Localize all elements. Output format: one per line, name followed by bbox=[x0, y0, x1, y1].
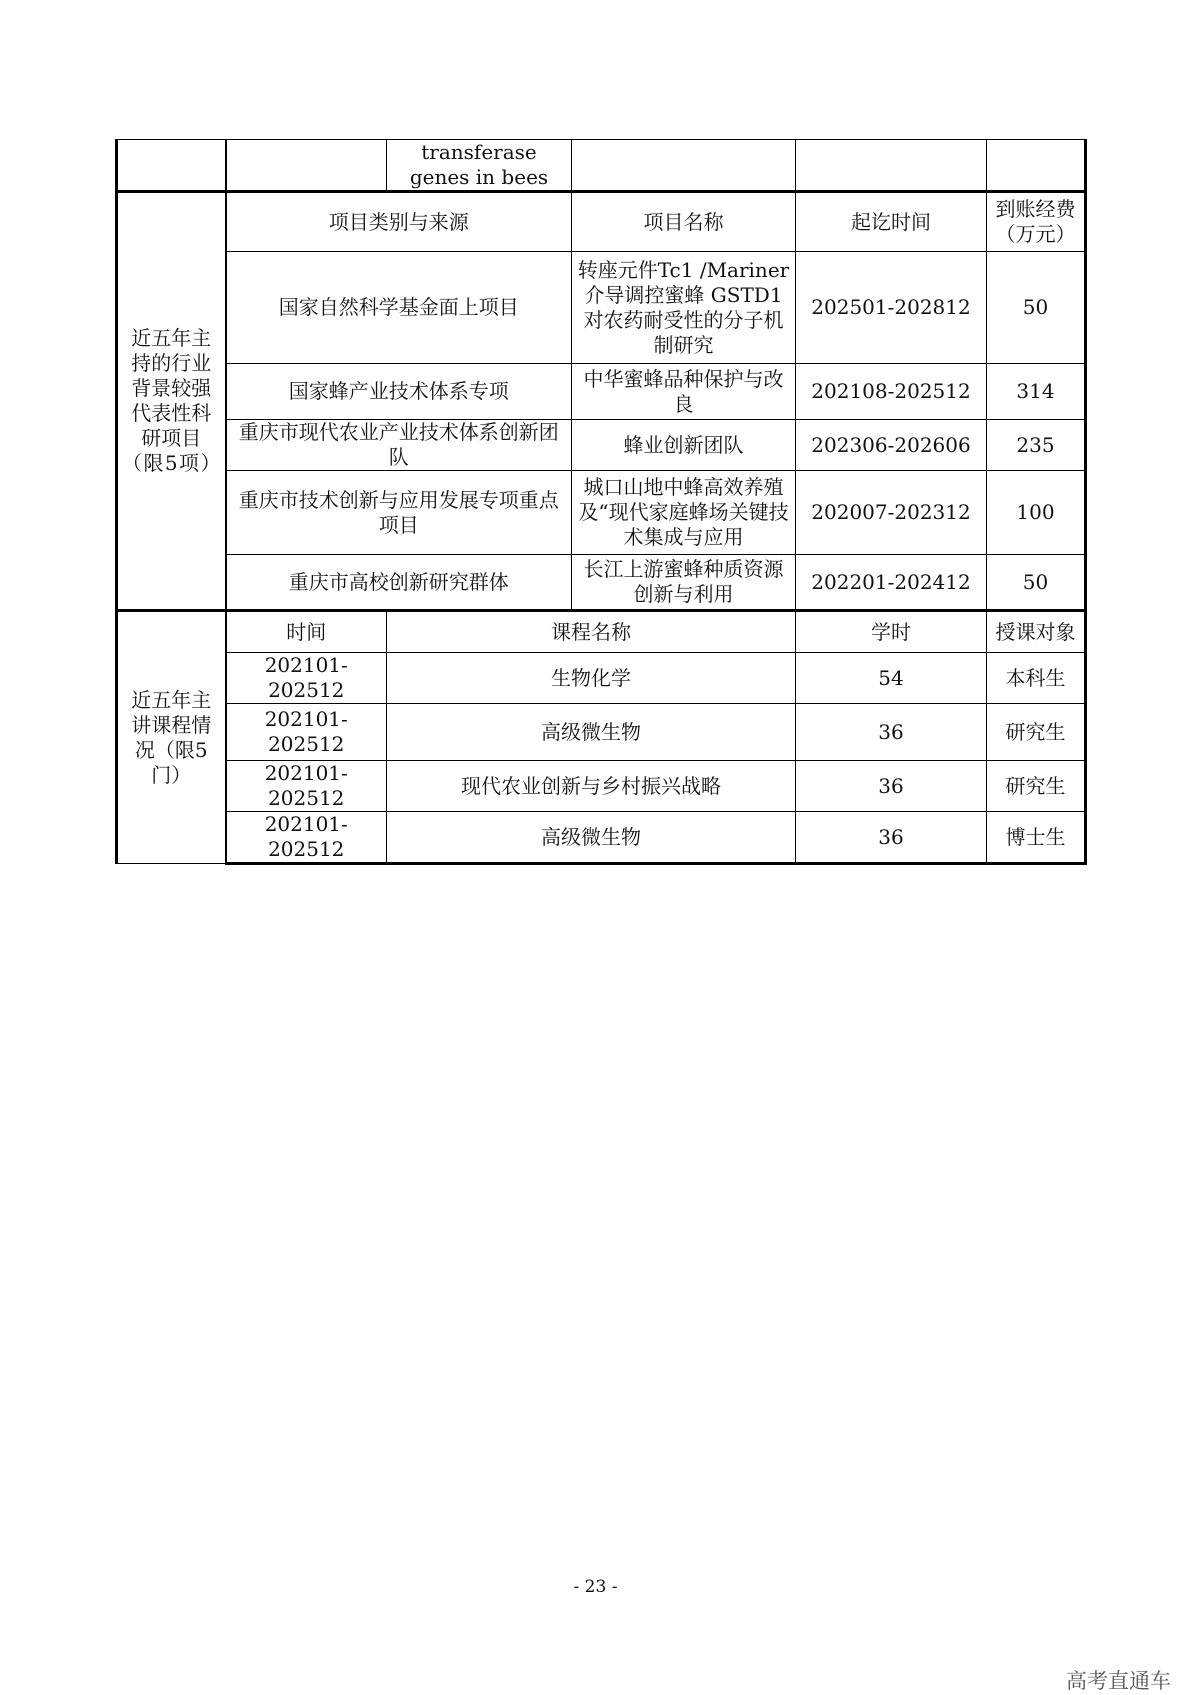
project-period: 202201-202412 bbox=[796, 555, 987, 611]
continuation-empty-cell bbox=[796, 140, 987, 192]
projects-header-funding: 到账经费（万元） bbox=[987, 192, 1086, 252]
project-funding: 314 bbox=[987, 364, 1086, 420]
course-hours: 36 bbox=[796, 761, 987, 812]
course-name: 生物化学 bbox=[387, 653, 796, 704]
course-audience: 本科生 bbox=[987, 653, 1086, 704]
projects-header-category: 项目类别与来源 bbox=[226, 192, 572, 252]
course-name: 高级微生物 bbox=[387, 704, 796, 761]
course-hours: 36 bbox=[796, 704, 987, 761]
project-row bbox=[117, 555, 1086, 611]
continuation-row bbox=[117, 140, 1086, 192]
courses-header-time: 时间 bbox=[226, 611, 387, 653]
project-category: 国家蜂产业技术体系专项 bbox=[226, 364, 572, 420]
course-time: 202101-202512 bbox=[226, 761, 387, 812]
course-row bbox=[117, 653, 1086, 704]
course-time: 202101-202512 bbox=[226, 704, 387, 761]
course-row bbox=[117, 761, 1086, 812]
continuation-empty-cell bbox=[226, 140, 387, 192]
course-audience: 研究生 bbox=[987, 761, 1086, 812]
courses-header-hours: 学时 bbox=[796, 611, 987, 653]
courses-section-label: 近五年主讲课程情况（限5门） bbox=[117, 611, 226, 864]
project-name: 中华蜜蜂品种保护与改良 bbox=[572, 364, 796, 420]
project-name: 城口山地中蜂高效养殖及“现代家庭蜂场关键技术集成与应用 bbox=[572, 471, 796, 555]
project-name: 转座元件Tc1 /Mariner介导调控蜜蜂 GSTD1对农药耐受性的分子机制研究 bbox=[572, 252, 796, 364]
project-period: 202306-202606 bbox=[796, 420, 987, 471]
projects-header-period: 起讫时间 bbox=[796, 192, 987, 252]
project-name: 长江上游蜜蜂种质资源创新与利用 bbox=[572, 555, 796, 611]
projects-header-name: 项目名称 bbox=[572, 192, 796, 252]
course-name: 现代农业创新与乡村振兴战略 bbox=[387, 761, 796, 812]
project-funding: 50 bbox=[987, 252, 1086, 364]
project-period: 202108-202512 bbox=[796, 364, 987, 420]
course-audience: 研究生 bbox=[987, 704, 1086, 761]
course-hours: 54 bbox=[796, 653, 987, 704]
course-audience: 博士生 bbox=[987, 812, 1086, 864]
project-row bbox=[117, 420, 1086, 471]
course-row bbox=[117, 704, 1086, 761]
continuation-empty-cell bbox=[572, 140, 796, 192]
projects-section-label: 近五年主持的行业背景较强代表性科研项目（限5项） bbox=[117, 192, 226, 611]
courses-header-audience: 授课对象 bbox=[987, 611, 1086, 653]
project-period: 202501-202812 bbox=[796, 252, 987, 364]
continuation-label-cell bbox=[117, 140, 226, 192]
course-time: 202101-202512 bbox=[226, 653, 387, 704]
project-row bbox=[117, 471, 1086, 555]
project-category: 重庆市技术创新与应用发展专项重点项目 bbox=[226, 471, 572, 555]
project-funding: 50 bbox=[987, 555, 1086, 611]
project-category: 重庆市现代农业产业技术体系创新团队 bbox=[226, 420, 572, 471]
continuation-empty-cell bbox=[987, 140, 1086, 192]
faculty-info-table bbox=[115, 139, 1087, 865]
projects-header-row bbox=[117, 192, 1086, 252]
project-category: 国家自然科学基金面上项目 bbox=[226, 252, 572, 364]
project-row bbox=[117, 364, 1086, 420]
project-name: 蜂业创新团队 bbox=[572, 420, 796, 471]
course-hours: 36 bbox=[796, 812, 987, 864]
project-row bbox=[117, 252, 1086, 364]
course-time: 202101-202512 bbox=[226, 812, 387, 864]
course-name: 高级微生物 bbox=[387, 812, 796, 864]
page-number: - 23 - bbox=[573, 1577, 618, 1597]
project-period: 202007-202312 bbox=[796, 471, 987, 555]
project-funding: 235 bbox=[987, 420, 1086, 471]
project-category: 重庆市高校创新研究群体 bbox=[226, 555, 572, 611]
courses-header-row bbox=[117, 611, 1086, 653]
watermark-text: 高考直通车 bbox=[1066, 1669, 1171, 1693]
courses-header-name: 课程名称 bbox=[387, 611, 796, 653]
project-funding: 100 bbox=[987, 471, 1086, 555]
course-row bbox=[117, 812, 1086, 864]
continuation-text: transferase genes in bees bbox=[387, 140, 572, 192]
